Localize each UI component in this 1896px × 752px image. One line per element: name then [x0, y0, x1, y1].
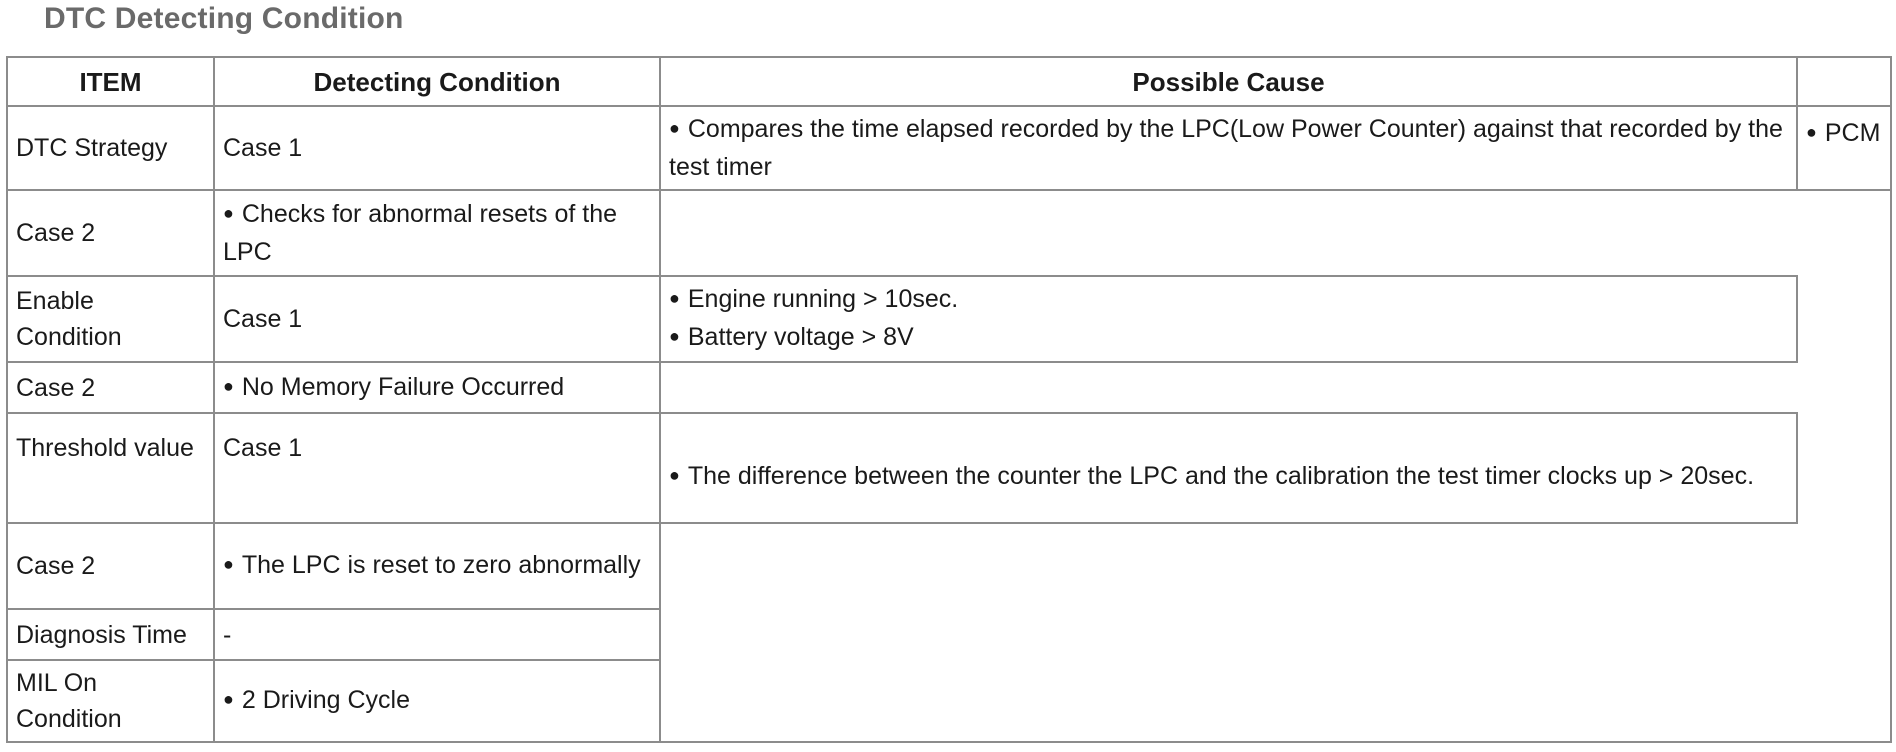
item-dtc-strategy: DTC Strategy — [6, 105, 215, 191]
enable-condition-line: ● Engine running > 10sec. — [669, 281, 958, 319]
item-enable-condition: Enable Condition — [6, 275, 215, 363]
header-item: ITEM — [6, 56, 215, 107]
threshold-value-case1-label: Case 1 — [213, 412, 661, 524]
item-diagnosis-time: Diagnosis Time — [6, 608, 215, 661]
item-threshold-value: Threshold value — [6, 412, 215, 524]
enable-condition-case1-label: Case 1 — [213, 275, 661, 363]
diagnosis-time-value: - — [213, 608, 661, 661]
dtc-strategy-case1-text: ● Compares the time elapsed recorded by the LPC(Low Power Counter) against that recorded by the test timer — [659, 105, 1798, 191]
enable-condition-line: ● Battery voltage > 8V — [669, 319, 958, 357]
threshold-value-case1-text: ● The difference between the counter the LPC and the calibration the test timer clocks up > 20sec. — [659, 412, 1798, 524]
threshold-value-case2-label: Case 2 — [6, 522, 215, 610]
dtc-strategy-case2-text: ● Checks for abnormal resets of the LPC — [213, 189, 661, 277]
page-title: DTC Detecting Condition — [44, 2, 404, 35]
dtc-strategy-possible-cause: ● PCM — [1796, 105, 1892, 191]
enable-condition-case2-text: ● No Memory Failure Occurred — [213, 361, 661, 414]
enable-condition-case1-text — [659, 275, 1798, 363]
mil-on-condition-value: ● 2 Driving Cycle — [213, 659, 661, 743]
threshold-value-case2-text: ● The LPC is reset to zero abnormally — [213, 522, 661, 610]
header-detecting-condition: Detecting Condition — [213, 56, 661, 107]
dtc-strategy-case2-label: Case 2 — [6, 189, 215, 277]
dtc-strategy-case1-label: Case 1 — [213, 105, 661, 191]
header-possible-cause: Possible Cause — [659, 56, 1798, 107]
item-mil-on-condition: MIL On Condition — [6, 659, 215, 743]
enable-condition-case2-label: Case 2 — [6, 361, 215, 414]
header-extra — [1796, 56, 1892, 107]
